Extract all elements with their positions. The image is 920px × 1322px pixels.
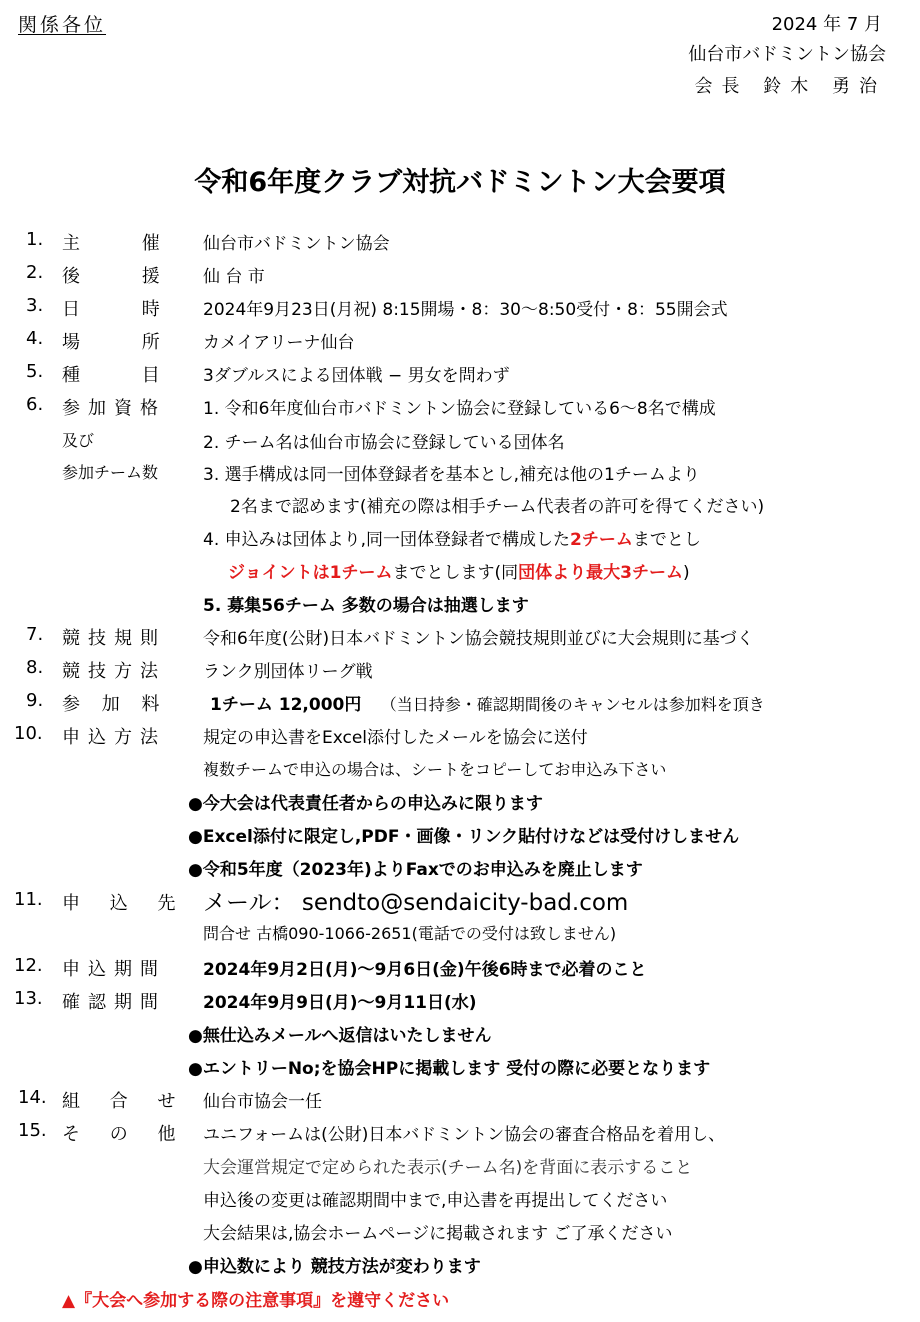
section-5-number: 5. [26,361,44,382]
section-9-fee-note: （当日持参・確認期間後のキャンセルは参加料を頂き [380,695,765,714]
section-6-line-3: 3. 選手構成は同一団体登録者を基本とし,補充は他の1チームより [203,465,700,485]
section-1-value: 仙台市バドミントン協会 [203,234,390,254]
footer-warning-note: ▲『大会へ参加する際の注意事項』を遵守ください [62,1291,450,1311]
section-7-number: 7. [26,624,44,645]
section-15-line-1: ユニフォームは(公財)日本バドミントン協会の審査合格品を着用し、 [203,1125,726,1145]
section-5-value: 3ダブルスによる団体戦 − 男女を問わず [203,366,510,386]
section-6-line-4b-tail: ) [682,563,690,583]
section-2-value: 仙 台 市 [203,267,265,287]
section-10-bullet-1: ●今大会は代表責任者からの申込みに限ります [188,794,543,814]
section-6-line-2: 2. チーム名は仙台市協会に登録している団体名 [203,433,565,453]
section-9-number: 9. [26,690,44,711]
section-8-number: 8. [26,657,44,678]
section-15-line-4: 大会結果は,協会ホームページに掲載されます ご了承ください [203,1224,673,1244]
addressee: 関係各位 [18,14,107,36]
section-4-label: 場 所 [62,332,188,353]
section-14-value: 仙台市協会一任 [203,1092,322,1112]
section-13-value: 2024年9月9日(月)～9月11日(水) [203,993,477,1013]
section-10-bullet-3: ●令和5年度（2023年)よりFaxでのお申込みを廃止します [188,860,643,880]
section-11-contact: 問合せ 古橋090-1066-2651(電話での受付は致しません) [203,924,617,943]
section-12-number: 12. [14,955,43,976]
section-11-label: 申 込 先 [62,893,188,914]
section-6-line-5: 5. 募集56チーム 多数の場合は抽選します [203,596,529,616]
section-10-note: 複数チームで申込の場合は、シートをコピーしてお申込み下さい [203,760,667,779]
section-6-label-2: 及び [62,431,95,450]
section-12-label: 申込期間 [62,959,166,980]
section-15-line-3: 申込後の変更は確認期間中まで,申込書を再提出してください [203,1191,668,1211]
section-7-label: 競技規則 [62,628,166,649]
section-9-fee: 1チーム 12,000円 [210,695,362,715]
president-name: 会長 鈴木 勇治 [694,76,886,97]
section-6-line-4a-tail: までとし [632,530,701,550]
section-6-label-3: 参加チーム数 [62,463,159,482]
section-6-line-4b-red-1: ジョイントは1チーム [228,563,393,583]
section-8-value: ランク別団体リーグ戦 [203,662,373,682]
section-15-bullet: ●申込数により 競技方法が変わります [188,1257,481,1277]
section-3-value: 2024年9月23日(月祝) 8:15開場・8：30～8:50受付・8：55開会式 [203,300,728,320]
section-6-line-4b-mid: までとします(同 [392,563,519,583]
section-6-line-4a-text: 4. 申込みは団体より,同一団体登録者で構成した [203,530,571,550]
section-10-label: 申込方法 [62,727,166,748]
section-3-label: 日 時 [62,299,188,320]
section-13-number: 13. [14,988,43,1009]
section-12-value: 2024年9月2日(月)～9月6日(金)午後6時まで必着のこと [203,960,647,980]
section-11-number: 11. [14,889,43,910]
section-4-value: カメイアリーナ仙台 [203,333,355,353]
section-10-bullet-2: ●Excel添付に限定し,PDF・画像・リンク貼付けなどは受付けしません [188,827,740,847]
section-7-value: 令和6年度(公財)日本バドミントン協会競技規則並びに大会規則に基づく [203,629,754,649]
section-8-label: 競技方法 [62,661,166,682]
section-3-number: 3. [26,295,44,316]
section-13-bullet-2: ●エントリーNo;を協会HPに掲載します 受付の際に必要となります [188,1059,711,1079]
document-title: 令和6年度クラブ対抗バドミントン大会要項 [194,167,726,198]
section-15-number: 15. [18,1120,47,1141]
section-5-label: 種 目 [62,365,188,386]
section-6-line-4a [203,525,701,550]
section-14-label: 組 合 せ [62,1091,188,1112]
organization-name: 仙台市バドミントン協会 [688,44,886,65]
section-10-number: 10. [14,723,43,744]
section-4-number: 4. [26,328,44,349]
section-1-number: 1. [26,229,44,250]
section-15-label: そ の 他 [62,1124,188,1145]
section-9-label: 参 加 料 [62,694,168,715]
section-6-line-4b-red-2: 団体より最大3チーム [518,563,683,583]
section-2-label: 後 援 [62,266,188,287]
section-13-label: 確認期間 [62,992,166,1013]
section-14-number: 14. [18,1087,47,1108]
issue-date: 2024 年 7 月 [771,14,882,35]
section-9-value [210,690,920,715]
section-2-number: 2. [26,262,44,283]
section-11-email: メール： sendto@sendaicity-bad.com [203,890,629,916]
section-6-number: 6. [26,394,44,415]
section-6-line-4b [228,558,690,583]
section-1-label: 主 催 [62,233,188,254]
section-13-bullet-1: ●無仕込みメールへ返信はいたしません [188,1026,492,1046]
section-6-label: 参加資格 [62,398,166,419]
section-6-line-4a-red: 2チーム [570,530,633,550]
section-6-line-1: 1. 令和6年度仙台市バドミントン協会に登録している6～8名で構成 [203,399,716,419]
section-10-value: 規定の申込書をExcel添付したメールを協会に送付 [203,728,588,748]
section-15-line-2: 大会運営規定で定められた表示(チーム名)を背面に表示すること [203,1158,693,1178]
section-6-line-3b: 2名まで認めます(補充の際は相手チーム代表者の許可を得てください) [230,497,765,517]
